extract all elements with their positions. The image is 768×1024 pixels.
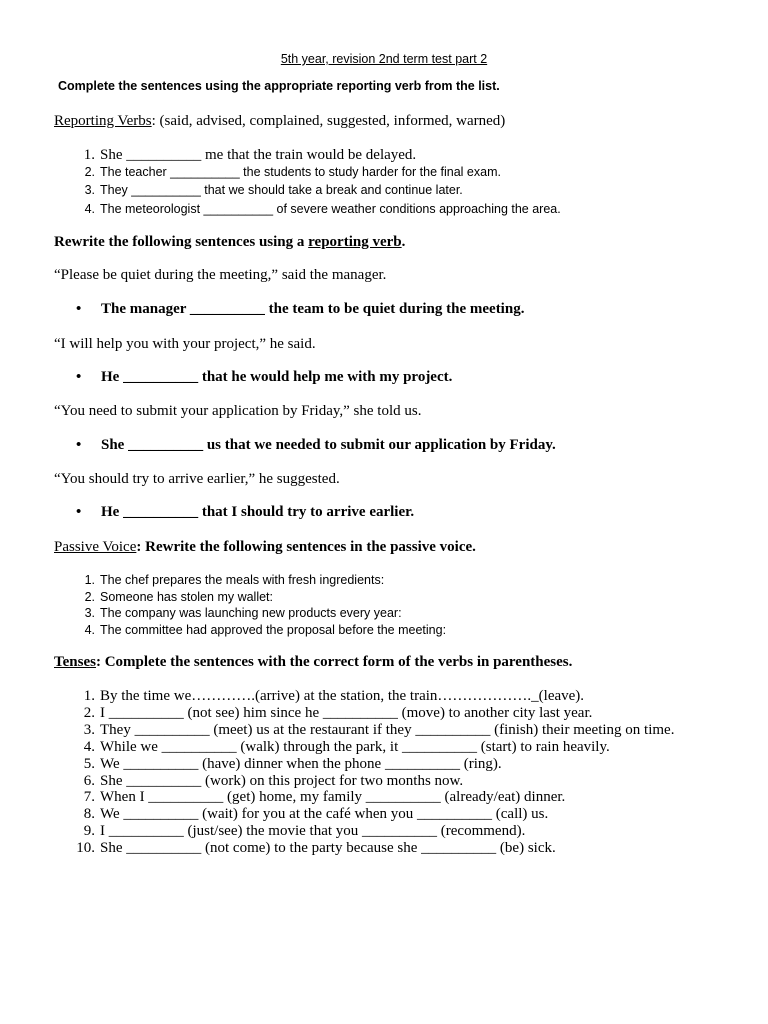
item-text: She __________ me that the train would be delayed. xyxy=(100,147,417,163)
item-number: 2. xyxy=(84,589,95,604)
item-text: When I __________ (get) home, my family __________ (already/eat) dinner. xyxy=(100,789,566,806)
answer-text: He __________ that I should try to arrive earlier. xyxy=(101,504,415,520)
reporting-verbs-list: : (said, advised, complained, suggested, informed, warned) xyxy=(151,113,506,129)
list-item xyxy=(54,164,561,181)
item-number: 3. xyxy=(84,606,95,620)
item-text: While we __________ (walk) through the park, it __________ (start) to rain heavily. xyxy=(100,738,610,755)
worksheet-instruction: Complete the sentences using the appropriate reporting verb from the list. xyxy=(58,79,500,93)
item-number: 8. xyxy=(83,806,95,823)
item-number: 6. xyxy=(83,772,95,789)
rewrite-heading xyxy=(54,234,405,251)
tenses-list xyxy=(54,688,674,857)
tenses-heading xyxy=(54,654,572,671)
rewrite-heading-end: . xyxy=(401,234,406,250)
item-number: 3. xyxy=(83,721,95,738)
passive-voice-list xyxy=(54,572,446,638)
answer-text: The manager __________ the team to be quiet during the meeting. xyxy=(101,301,525,317)
item-text: She __________ (work) on this project for two months now. xyxy=(100,772,464,789)
list-item xyxy=(54,773,674,790)
item-text: Someone has stolen my wallet: xyxy=(100,589,274,604)
item-number: 3. xyxy=(84,183,95,197)
item-number: 4. xyxy=(84,622,95,637)
list-item xyxy=(54,840,674,857)
list-item xyxy=(54,722,674,739)
passive-voice-heading xyxy=(54,539,476,556)
rewrite-heading-underlined: reporting verb xyxy=(308,234,402,250)
item-text: She __________ (not come) to the party because she __________ (be) sick. xyxy=(100,840,556,857)
answer-text: She __________ us that we needed to submit our application by Friday. xyxy=(101,437,556,453)
list-item xyxy=(54,200,561,219)
tenses-label: Tenses xyxy=(54,654,96,670)
rewrite-quote-2: “I will help you with your project,” he said. xyxy=(54,336,316,352)
item-text: By the time we………….(arrive) at the station, the train………………._(leave). xyxy=(100,688,585,704)
item-text: We __________ (wait) for you at the café when you __________ (call) us. xyxy=(100,806,549,823)
list-item xyxy=(54,589,446,606)
item-text: The committee had approved the proposal before the meeting: xyxy=(100,622,447,637)
bullet-icon: • xyxy=(76,504,82,520)
item-number: 4. xyxy=(83,738,95,755)
reporting-verbs-heading xyxy=(54,113,505,130)
list-item xyxy=(54,572,446,589)
item-text: The meteorologist __________ of severe weather conditions approaching the area. xyxy=(100,202,561,216)
list-item xyxy=(54,147,561,164)
list-item xyxy=(54,181,561,200)
tenses-instruction: : Complete the sentences with the correct form of the verbs in parentheses. xyxy=(95,654,573,670)
answer-text: He __________ that he would help me with my project. xyxy=(101,369,453,385)
list-item xyxy=(54,622,446,639)
item-text: I __________ (not see) him since he __________ (move) to another city last year. xyxy=(100,704,593,721)
item-number: 1. xyxy=(83,147,95,163)
reporting-verbs-label: Reporting Verbs xyxy=(54,113,152,129)
bullet-icon: • xyxy=(76,301,82,317)
item-number: 2. xyxy=(84,165,95,179)
rewrite-quote-3: “You need to submit your application by Friday,” she told us. xyxy=(54,403,422,419)
bullet-icon: • xyxy=(76,369,82,385)
item-number: 10. xyxy=(76,840,95,857)
list-item xyxy=(54,823,674,840)
item-number: 7. xyxy=(83,789,95,806)
rewrite-heading-text: Rewrite the following sentences using a xyxy=(54,234,309,250)
item-text: I __________ (just/see) the movie that you __________ (recommend). xyxy=(100,823,526,840)
list-item xyxy=(54,688,674,705)
item-number: 2. xyxy=(83,704,95,721)
reporting-verbs-exercise-list xyxy=(54,147,561,219)
item-text: They __________ (meet) us at the restaurant if they __________ (finish) their meeting on time. xyxy=(100,721,675,738)
item-number: 4. xyxy=(84,202,95,216)
rewrite-quote-4: “You should try to arrive earlier,” he suggested. xyxy=(54,471,340,487)
item-text: The company was launching new products every year: xyxy=(100,606,402,620)
bullet-icon: • xyxy=(76,437,82,453)
item-number: 1. xyxy=(84,573,95,587)
item-number: 5. xyxy=(83,755,95,772)
list-item xyxy=(54,789,674,806)
item-text: We __________ (have) dinner when the phone __________ (ring). xyxy=(100,755,502,772)
list-item xyxy=(54,806,674,823)
list-item xyxy=(54,705,674,722)
passive-voice-instruction: : Rewrite the following sentences in the passive voice. xyxy=(136,539,476,555)
item-text: The teacher __________ the students to study harder for the final exam. xyxy=(100,165,501,179)
item-text: The chef prepares the meals with fresh ingredients: xyxy=(100,573,385,587)
worksheet-title: 5th year, revision 2nd term test part 2 xyxy=(280,52,488,66)
list-item xyxy=(54,605,446,622)
rewrite-quote-1: “Please be quiet during the meeting,” said the manager. xyxy=(54,267,387,283)
item-number: 1. xyxy=(83,688,95,704)
list-item xyxy=(54,756,674,773)
list-item xyxy=(54,739,674,756)
item-text: They __________ that we should take a break and continue later. xyxy=(100,183,463,197)
passive-voice-label: Passive Voice xyxy=(54,539,137,555)
item-number: 9. xyxy=(83,823,95,840)
